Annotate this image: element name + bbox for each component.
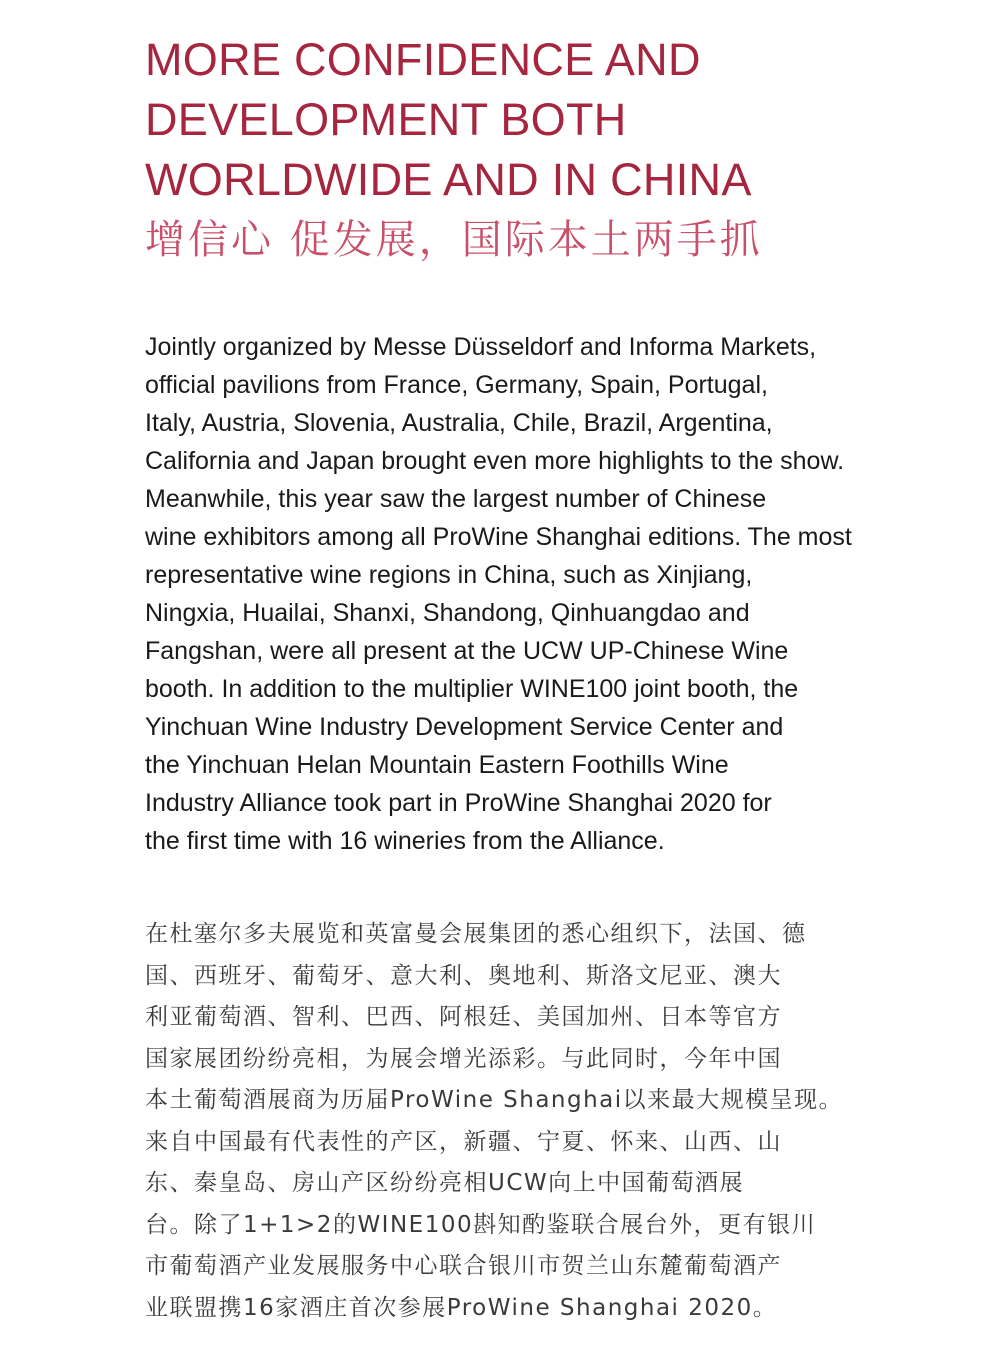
text-line: 台。除了1+1>2的WINE100斟知酌鉴联合展台外，更有银川 [145, 1211, 817, 1238]
text-line: representative wine regions in China, such as Xinjiang, [145, 561, 753, 589]
text-line: 国家展团纷纷亮相，为展会增光添彩。与此同时，今年中国 [145, 1045, 782, 1072]
text-line: Jointly organized by Messe Düsseldorf and Informa Markets, [145, 333, 817, 361]
text-line: Italy, Austria, Slovenia, Australia, Chile, Brazil, Argentina, [145, 409, 773, 437]
text-line: Fangshan, were all present at the UCW UP-Chinese Wine [145, 637, 789, 665]
title-line: WORLDWIDE AND IN CHINA [145, 154, 752, 205]
title-line: DEVELOPMENT BOTH [145, 94, 627, 145]
text-line: 国、西班牙、葡萄牙、意大利、奥地利、斯洛文尼亚、澳大 [145, 962, 782, 989]
text-line: the Yinchuan Helan Mountain Eastern Foothills Wine [145, 751, 729, 779]
text-line: 本土葡萄酒展商为历届ProWine Shanghai以来最大规模呈现。 [145, 1087, 844, 1113]
text-line: California and Japan brought even more highlights to the show. [145, 447, 845, 475]
text-line: wine exhibitors among all ProWine Shanghai editions. The most [145, 523, 852, 551]
text-line: Industry Alliance took part in ProWine Shanghai 2020 for [145, 789, 772, 817]
english-paragraph [145, 328, 885, 860]
article [145, 30, 885, 1329]
text-line: Ningxia, Huailai, Shanxi, Shandong, Qinhuangdao and [145, 599, 750, 627]
text-line: 利亚葡萄酒、智利、巴西、阿根廷、美国加州、日本等官方 [145, 1004, 782, 1030]
chinese-paragraph [145, 914, 885, 1329]
text-line: the first time with 16 wineries from the Alliance. [145, 827, 665, 855]
text-line: 在杜塞尔多夫展览和英富曼会展集团的悉心组织下，法国、德 [145, 921, 807, 947]
text-line: Meanwhile, this year saw the largest number of Chinese [145, 485, 767, 513]
text-line: 市葡萄酒产业发展服务中心联合银川市贺兰山东麓葡萄酒产 [145, 1253, 782, 1279]
text-line: booth. In addition to the multiplier WINE100 joint booth, the [145, 675, 799, 703]
title-line: MORE CONFIDENCE AND [145, 34, 701, 85]
title-english [145, 30, 885, 210]
text-line: 来自中国最有代表性的产区，新疆、宁夏、怀来、山西、山 [145, 1128, 782, 1155]
text-line: official pavilions from France, Germany, Spain, Portugal, [145, 371, 768, 399]
text-line: Yinchuan Wine Industry Development Service Center and [145, 713, 784, 741]
title-chinese: 增信心 促发展，国际本土两手抓 [145, 217, 763, 263]
text-line: 东、秦皇岛、房山产区纷纷亮相UCW向上中国葡萄酒展 [145, 1170, 745, 1196]
text-line: 业联盟携16家酒庄首次参展ProWine Shanghai 2020。 [145, 1294, 778, 1321]
